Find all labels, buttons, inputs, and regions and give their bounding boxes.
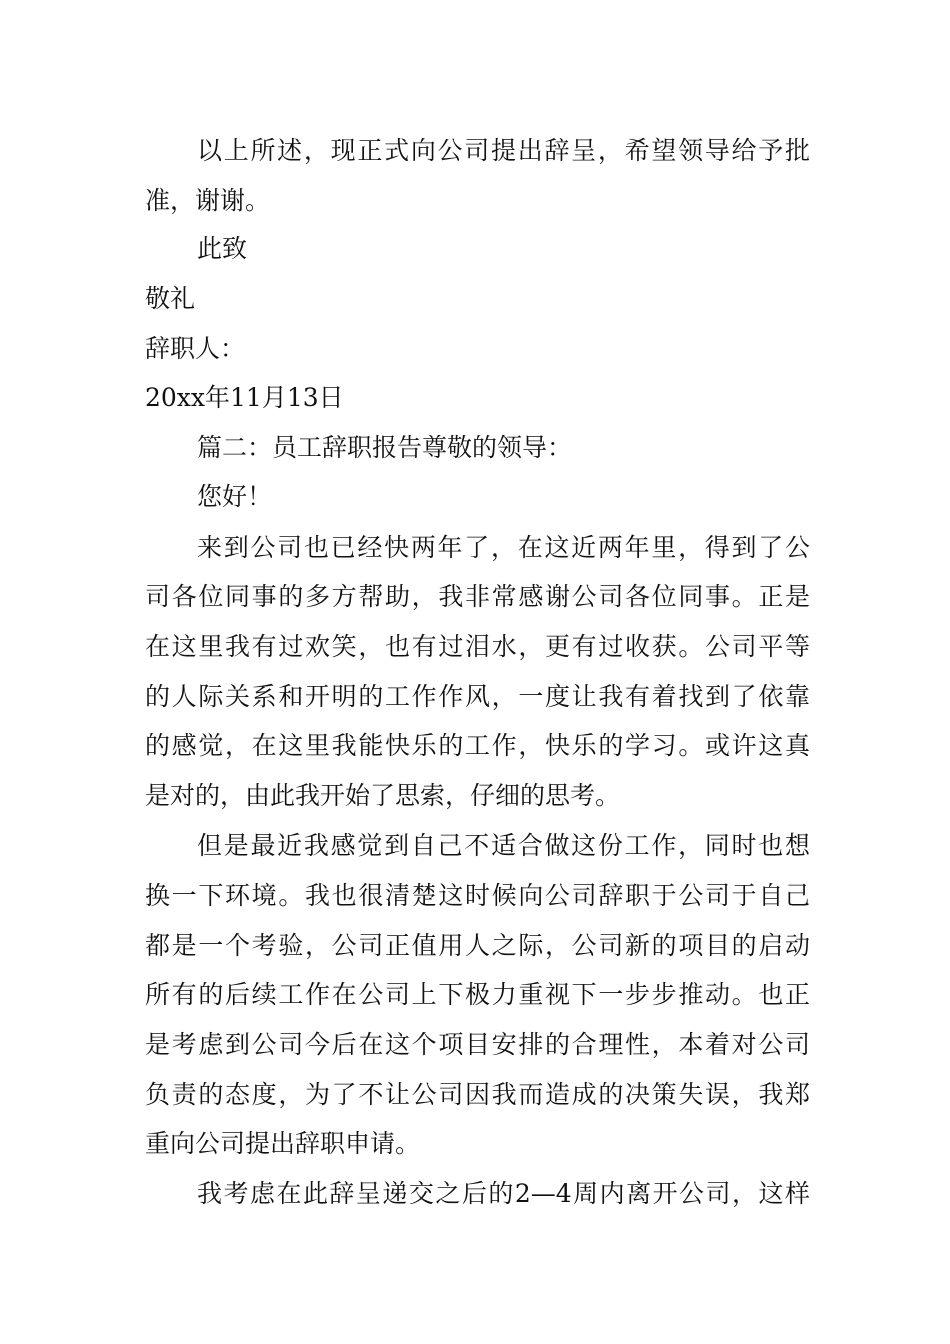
closing-line: 敬礼 — [145, 284, 196, 313]
date-line: 20xx年11月13日 — [145, 383, 344, 412]
paragraph-line: 但是最近我感觉到自己不适合做这份工作，同时也想 — [197, 831, 810, 860]
paragraph-line: 的人际关系和开明的工作作风，一度让我有着找到了依靠 — [145, 682, 810, 711]
paragraph-line: 司各位同事的多方帮助，我非常感谢公司各位同事。正是 — [145, 582, 810, 611]
paragraph-line: 在这里我有过欢笑，也有过泪水，更有过收获。公司平等 — [145, 632, 810, 661]
greeting-line: 您好！ — [197, 482, 273, 511]
paragraph-line: 重向公司提出辞职申请。 — [145, 1129, 421, 1158]
paragraph-line: 准，谢谢。 — [145, 186, 271, 215]
paragraph-line: 来到公司也已经快两年了，在这近两年里，得到了公 — [197, 533, 810, 562]
paragraph-line: 是考虑到公司今后在这个项目安排的合理性，本着对公司 — [145, 1030, 810, 1059]
paragraph-line: 所有的后续工作在公司上下极力重视下一步步推动。也正 — [145, 980, 810, 1009]
paragraph-line: 是对的，由此我开始了思索，仔细的思考。 — [145, 781, 621, 810]
paragraph-line: 的感觉，在这里我能快乐的工作，快乐的学习。或许这真 — [145, 731, 810, 760]
paragraph-line: 换一下环境。我也很清楚这时候向公司辞职于公司于自己 — [145, 881, 810, 910]
paragraph-line: 我考虑在此辞呈递交之后的2—4周内离开公司，这样 — [197, 1179, 810, 1208]
paragraph-line: 都是一个考验，公司正值用人之际，公司新的项目的启动 — [145, 931, 810, 960]
signature-line: 辞职人： — [145, 334, 246, 363]
salutation-line: 此致 — [197, 234, 248, 263]
paragraph-line: 负责的态度，为了不让公司因我而造成的决策失误，我郑 — [145, 1080, 810, 1109]
section-heading: 篇二：员工辞职报告尊敬的领导： — [197, 433, 573, 462]
paragraph-line: 以上所述，现正式向公司提出辞呈，希望领导给予批 — [197, 136, 810, 165]
